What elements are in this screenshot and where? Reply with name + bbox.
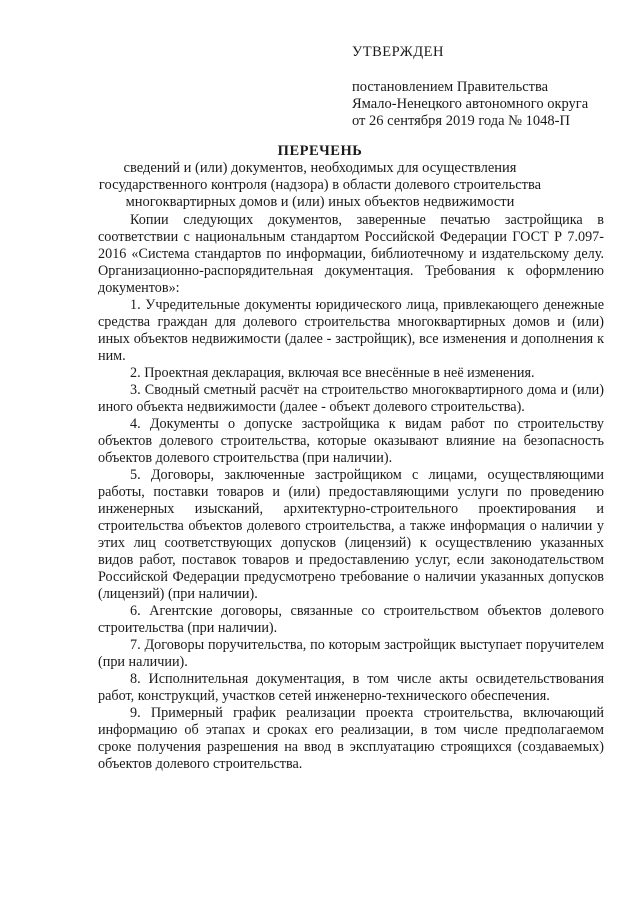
- list-item: 8. Исполнительная документация, в том числе акты освидетельствования работ, конструкций, участков сетей инженерно-технического обеспечения.: [98, 671, 604, 704]
- list-item: 3. Сводный сметный расчёт на строительство многоквартирного дома и (или) иного объекта недвижимости (далее - объект долевого строительства).: [98, 382, 604, 415]
- document-title: ПЕРЕЧЕНЬ: [277, 143, 363, 159]
- list-item: 4. Документы о допуске застройщика к видам работ по строительству объектов долевого строительства, которые оказывают влияние на безопасность объектов долевого строительства (при наличии).: [98, 416, 604, 466]
- subtitle-line: многоквартирных домов и (или) иных объектов недвижимости: [125, 194, 515, 210]
- intro-paragraph: Копии следующих документов, заверенные печатью застройщика в соответствии с национальным стандартом Российской Федерации ГОСТ Р 7.097-2016 «Система стандартов по информации, библиотечному и издательскому делу. Организационно-распорядительная документация. Требования к оформлению документов»:: [98, 212, 604, 296]
- list-item: 2. Проектная декларация, включая все внесённые в неё изменения.: [130, 365, 535, 381]
- subtitle-line: государственного контроля (надзора) в области долевого строительства: [98, 177, 542, 193]
- approval-block: [352, 44, 612, 130]
- document-body: [98, 212, 604, 773]
- approval-heading: УТВЕРЖДЕН: [352, 44, 444, 60]
- document-subtitle: [90, 160, 550, 211]
- list-item: 5. Договоры, заключенные застройщиком с лицами, осуществляющими работы, поставки товаров и (или) предоставляющими услуги по проведению инженерных изысканий, архитектурно-строительного проектирования и строительства объектов долевого строительства, а также информация о наличии у этих лиц соответствующих допусков (лицензий) к осуществлению указанных видов работ, поставок товаров и предоставлению услуг, если законодательством Российской Федерации предусмотрено требование о наличии указанных допусков (лицензий) (при наличии).: [98, 467, 604, 602]
- approval-line: Ямало-Ненецкого автономного округа: [352, 96, 589, 112]
- subtitle-line: сведений и (или) документов, необходимых для осуществления: [123, 160, 517, 176]
- list-item: 7. Договоры поручительства, по которым застройщик выступает поручителем (при наличии).: [98, 637, 604, 670]
- list-item: 6. Агентские договоры, связанные со строительством объектов долевого строительства (при наличии).: [98, 603, 604, 636]
- list-item: 1. Учредительные документы юридического лица, привлекающего денежные средства граждан для долевого строительства многоквартирных домов и (или) иных объектов недвижимости (далее - застройщик), все изменения и дополнения к ним.: [98, 297, 604, 364]
- list-item: 9. Примерный график реализации проекта строительства, включающий информацию об этапах и сроках его реализации, в том числе предполагаемом сроке получения разрешения на ввод в эксплуатацию строящихся (создаваемых) объектов долевого строительства.: [98, 705, 604, 772]
- approval-line: от 26 сентября 2019 года № 1048-П: [352, 113, 570, 129]
- approval-line: постановлением Правительства: [352, 79, 549, 95]
